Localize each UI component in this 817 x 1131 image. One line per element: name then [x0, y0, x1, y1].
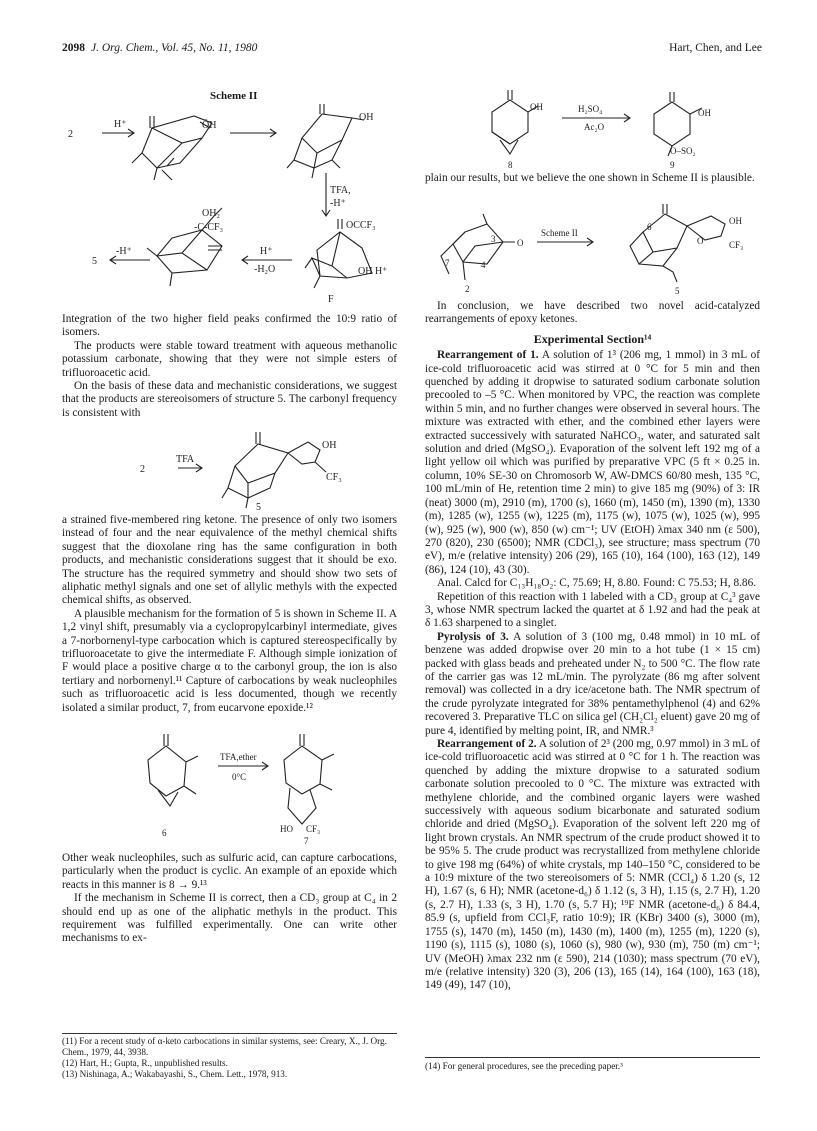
structure-6-7-figure: [140, 728, 380, 848]
right-column-main: [425, 300, 760, 993]
right-column-top: [425, 172, 760, 185]
paragraph: If the mechanism in Scheme II is correct, then a CD₃ group at C₄ in 2 should end up as one of the aliphatic methyls in the product. This requirement was fulfilled experimentally. One can write other mechanisms to ex-: [62, 892, 397, 945]
scheme-label-oh2-top: OH₂: [202, 208, 220, 219]
s89-label-9: 9: [670, 160, 675, 170]
scheme-ii-figure: [62, 98, 402, 308]
s89-oso2: O–SO₂: [670, 146, 696, 156]
rs-oh: OH: [729, 216, 742, 226]
scheme-label-oh1: ŌH: [202, 120, 217, 131]
scheme-label-tfa: TFA,: [330, 185, 351, 196]
paragraph-head: Rearrangement of 2.: [437, 738, 537, 750]
s89-reagent2: Ac₂O: [584, 122, 605, 132]
footnote-12: (12) Hart, H.; Gupta, R., unpublished results.: [62, 1058, 228, 1068]
s67-label-6: 6: [162, 828, 167, 838]
scheme-label-ocf3: OCCF₃: [346, 220, 376, 231]
paragraph: On the basis of these data and mechanistic considerations, we suggest that the products are stereoisomers of structure 5. The carbonyl frequency is consistent with: [62, 380, 397, 419]
structure-8-9-figure: [470, 88, 740, 170]
s5-label-2: 2: [140, 464, 145, 475]
paragraph-head: Rearrangement of 1.: [437, 349, 539, 362]
s89-label-8: 8: [508, 160, 513, 170]
paragraph: plain our results, but we believe the one shown in Scheme II is plausible.: [425, 172, 755, 184]
left-column-bottom: [62, 852, 397, 946]
s5-label-cf3: CF₃: [326, 472, 342, 483]
rs-n6: 6: [647, 222, 652, 232]
footnote-11: (11) For a recent study of α-keto carbocations in similar systems, see: Creary, X., J. Org. Chem., 1979, 44, 3938.: [62, 1036, 387, 1057]
rs-n4: 4: [481, 260, 486, 270]
s67-reagent: TFA,ether: [220, 752, 257, 762]
rs-label: Scheme II: [541, 228, 578, 238]
scheme-label-oh2: OH: [359, 112, 374, 123]
paragraph: Pyrolysis of 3. A solution of 3 (100 mg, 0.48 mmol) in 10 mL of benzene was added dropwise over 20 min to a hot tube (1 × 15 cm) packed with glass beads and preheated under N₂ to 500 °C. The flow rate of the carrier gas was 12 mL/min. The pyrolyzate (86 mg after solvent removal) was collected in a dry ice/acetone bath. The NMR spectrum of the crude pyrolyzate integrated for 38% pentamethylphenol (4) and 62% recovered 3. Preparative TLC on silica gel (CH₂Cl₂ eluent) gave 20 mg of pure 4, identified by melting point, IR, and NMR.³: [425, 630, 760, 737]
scheme-label-minus-h2o: -H₂O: [254, 264, 276, 275]
s5-label-tfa: TFA: [176, 454, 195, 465]
s89-oh1: OH: [530, 102, 543, 112]
scheme-title: Scheme II: [210, 90, 258, 102]
section-title: Experimental Section¹⁴: [533, 331, 652, 346]
page-number: 2098: [62, 42, 85, 54]
scheme-label-minus-h: -H⁺: [330, 198, 346, 209]
s5-label-oh: OH: [322, 440, 337, 451]
s5-label-5: 5: [256, 502, 261, 513]
paragraph: Rearrangement of 2. A solution of 2³ (200 mg, 0.97 mmol) in 3 mL of ice-cold trifluoroacetic acid was stirred at 0 °C for 1 h. The reaction was quenched by adding the mixture dropwise to a saturated sodium carbonate solution precooled to 0 °C. The mixture was extracted with methylene chloride, and the combined organic layers were washed successively with aqueous sodium bicarbonate and saturated sodium chloride and dried (MgSO₄). Evaporation of the solvent left 220 mg of light brown crystals. An NMR spectrum of the crude product showed it to be 95% 5. The crude product was recrystallized from methylene chloride to give 198 mg (64%) of white crystals, mp 140–150 °C, considered to be a 10:9 mixture of the two stereoisomers of 5: NMR (CCl₄) δ 1.20 (s, 12 H), 1.67 (s, 6 H); NMR (acetone-d₆) δ 1.12 (s, 3 H), 1.15 (s, 2.7 H), 1.20 (s, 2.7 H), 1.33 (s, 3 H), 1.70 (s, 5.7 H); ¹⁹F NMR (acetone-d₆) δ 84.4, 85.9 (s, upfield from CCl₃F, ratio 10:9); IR (KBr) 3400 (s), 3000 (m), 1755 (s), 1470 (m), 1450 (m), 1430 (m), 1400 (m), 1255 (m), 1220 (s), 1190 (s), 1115 (s), 1080 (s), 1060 (s), 980 (w), 930 (m), 750 (m) cm⁻¹; UV (MeOH) λmax 232 nm (ε 590), 214 (1030); mass spectrum (70 eV), m/e (relative intensity) 320 (3), 206 (13), 165 (14), 164 (100), 163 (18), 149 (49), 147 (10),: [425, 738, 760, 992]
scheme-label-2: 2: [68, 129, 73, 140]
s89-reagent1: H₂SO₄: [578, 104, 603, 114]
left-column-middle: [62, 514, 397, 715]
rs-o1: O: [517, 238, 524, 248]
scheme-2-to-5-figure: [425, 202, 760, 297]
structure-5-figure: [140, 428, 380, 513]
scheme-label-5: 5: [92, 256, 97, 267]
scheme-label-hplus: H⁺: [114, 119, 127, 130]
footnote-rule-right: [425, 1057, 760, 1058]
paragraph: A plausible mechanism for the formation of 5 is shown in Scheme II. A 1,2 vinyl shift, presumably via a cyclopropylcarbinyl intermediate, gives a 7-norbornenyl-type carbocation which is captured stereospecifically by trifluoroacetate to give the intermediate F. Although simple ionization of F would place a positive charge α to the carbonyl group, the ion is also tertiary and norbornenyl.¹¹ Capture of carbocations by weak nucleophiles such as trifluoroacetic acid is less documented, though we recently isolated a similar product, 7, from eucarvone epoxide.¹²: [62, 607, 397, 714]
journal-citation: J. Org. Chem., Vol. 45, No. 11, 1980: [91, 42, 258, 54]
paragraph: Repetition of this reaction with 1 labeled with a CD₃ group at C₄³ gave 3, whose NMR spectrum lacked the quartet at δ 1.92 and had the peak at δ 1.63 sharpened to a singlet.: [425, 590, 760, 630]
left-column-top: [62, 313, 397, 420]
scheme-label-minus-h2: -H⁺: [116, 246, 132, 257]
rs-num2: 2: [465, 284, 470, 294]
footnote-13: (13) Nishinaga, A.; Wakabayashi, S., Chem. Lett., 1978, 913.: [62, 1069, 288, 1079]
paragraph: Rearrangement of 1. A solution of 1³ (206 mg, 1 mmol) in 3 mL of ice-cold trifluoroacetic acid was stirred at 0 °C for 5 min and then quenched by adding it dropwise to saturated sodium carbonate solution precooled to –5 °C. When monitored by VPC, the reaction was complete within 5 min, and no further changes were observed in several hours. The mixture was extracted with ether, and the combined ether layers were extracted successively with saturated NaHCO₃, water, and saturated salt solution and dried (MgSO₄). Evaporation of the solvent left 192 mg of a light yellow oil which was purified by preparative VPC (5 ft × 0.25 in. column, 10% SE-30 on Chromosorb W, AW-DMCS 60/80 mesh, 135 °C, 100 mL/min of He, retention time 2 min) to give 185 mg (90%) of 3: IR (neat) 3000 (m), 2910 (m), 1700 (s), 1660 (m), 1450 (m), 1390 (m), 1330 (m), 1285 (w), 1255 (w), 1225 (m), 1175 (w), 1075 (w), 1025 (w), 995 (w), 925 (w), 900 (w), 850 (w) cm⁻¹; UV (EtOH) λmax 340 nm (ε 500), 270 (820), 230 (6500); NMR (CDCl₃), see structure; mass spectrum (70 eV), m/e (relative intensity) 206 (29), 165 (10), 164 (100), 163 (12), 149 (86), 124 (10), 43 (30).: [425, 349, 760, 576]
paragraph-head: Pyrolysis of 3.: [437, 630, 509, 643]
footnote-rule: [62, 1033, 397, 1034]
scheme-label-F: F: [328, 294, 334, 305]
rs-num5: 5: [675, 286, 680, 296]
paragraph: Anal. Calcd for C₁₃H₁₈O₂: C, 75.69; H, 8.80. Found: C 75.53; H, 8.86.: [437, 577, 757, 590]
s67-label-7: 7: [304, 836, 309, 846]
s67-label-cf3: CF₃: [306, 824, 321, 834]
running-authors: Hart, Chen, and Lee: [669, 42, 762, 54]
footnotes-right: [425, 1061, 760, 1072]
s67-label-ho: HO: [280, 824, 293, 834]
paragraph: Integration of the two higher field peaks confirmed the 10:9 ratio of isomers.: [62, 313, 397, 339]
paragraph: The products were stable toward treatment with aqueous methanolic potassium carbonate, showing that they were not simple esters of trifluoroacetic acid.: [62, 339, 397, 379]
paragraph: a strained five-membered ring ketone. The presence of only two isomers instead of four and the near equivalence of the methyl chemical shifts suggest that the dioxolane ring has the same configuration in both products, and mechanistic considerations suggest that it should be exo. The structure has the required symmetry and should show two sets of aliphatic methyl signals and one set of allylic methyls with the expected chemical shifts, as observed.: [62, 514, 397, 607]
rs-cf3: CF₃: [729, 240, 744, 250]
rs-o2: O: [697, 236, 704, 246]
rs-n7: 7: [445, 258, 450, 268]
paragraph: Other weak nucleophiles, such as sulfuric acid, can capture carbocations, particularly when the product is cyclic. An example of an epoxide which reacts in this manner is 8 → 9.¹³: [62, 852, 397, 891]
s67-cond: 0°C: [232, 772, 247, 782]
s89-oh2: OH: [698, 108, 711, 118]
footnotes-left: [62, 1036, 397, 1080]
scheme-label-oh-h: OH H⁺: [358, 266, 388, 277]
rs-n3: 3: [491, 234, 496, 244]
footnote-14: (14) For general procedures, see the preceding paper.³: [425, 1061, 623, 1071]
scheme-label-ccf3: -C‑CF₃: [194, 222, 224, 233]
scheme-label-hover: H⁺: [260, 246, 273, 257]
paragraph: In conclusion, we have described two novel acid-catalyzed rearrangements of epoxy ketones.: [425, 300, 760, 326]
page-header: [62, 42, 762, 58]
